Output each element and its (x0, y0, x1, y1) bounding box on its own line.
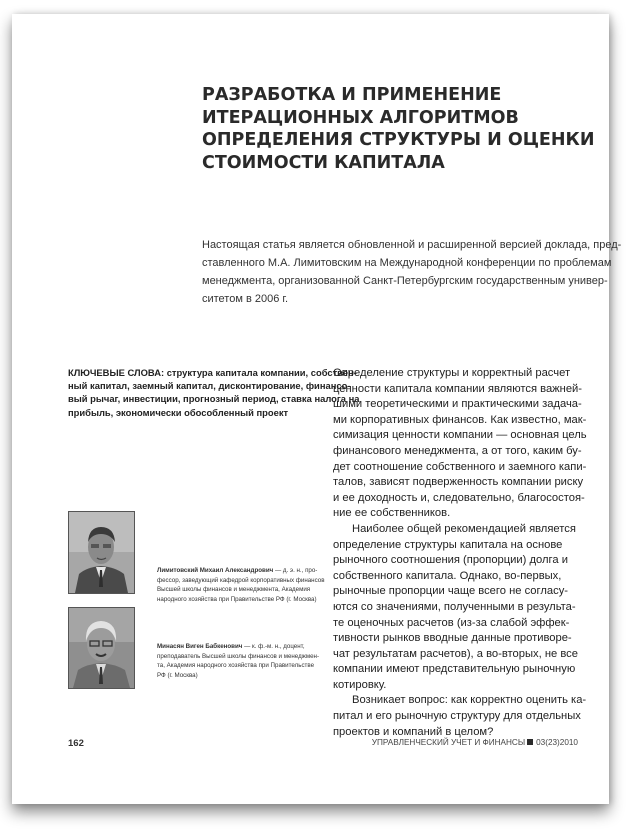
author-name: Минасян Виген Бабкенович (157, 643, 243, 650)
author-bio-line: РФ (г. Москва) (157, 671, 198, 679)
body-line: рыночного соотношения (пропорции) долга и (333, 554, 568, 567)
abstract-line: ставленного М.А. Лимитовским на Международной конференции по проблемам (202, 257, 612, 269)
body-line: определение структуры капитала на основе (333, 538, 563, 551)
author-bio (157, 642, 327, 680)
author-photo (68, 511, 135, 594)
author-bio-line: народного хозяйства при Правительстве РФ (г. Москва) (157, 595, 317, 603)
body-line: те оценочных расчетов (из-за слабой эффек- (333, 616, 570, 629)
abstract-line: Настоящая статья является обновленной и расширенной версией доклада, пред- (202, 239, 622, 251)
body-line: питал и его рыночную структуру для отдельных (333, 710, 581, 723)
body-line: ются со значениями, полученными в результа- (333, 600, 576, 613)
article-title (202, 84, 595, 174)
keywords-label: КЛЮЧЕВЫЕ СЛОВА: (68, 367, 165, 378)
journal-name: УПРАВЛЕНЧЕСКИЙ УЧЕТ И ФИНАНСЫ (371, 738, 526, 747)
keywords-block (68, 366, 360, 419)
body-line: Наиболее общей рекомендацией является (352, 522, 576, 535)
article-abstract (202, 236, 622, 308)
body-line: шими теоретическими и практическими задача- (333, 398, 582, 411)
running-footer (372, 738, 578, 747)
body-line: чат результатам расчетов), а во-вторых, не все (333, 647, 578, 660)
keywords-text: структура капитала компании, собствен- (166, 367, 357, 378)
author-bio-line (157, 642, 327, 652)
abstract-line: ситетом в 2006 г. (202, 293, 289, 305)
body-line: ние ее собственников. (333, 507, 451, 520)
keywords-line: вый рычаг, инвестиции, прогнозный период, ставка налога на (68, 393, 360, 405)
issue-number: 03(23)2010 (536, 738, 578, 747)
body-line: Определение структуры и корректный расчет (333, 367, 571, 379)
author-bio-text: — д. э. н., про- (274, 567, 318, 574)
title-line: СТОИМОСТИ КАПИТАЛА (202, 152, 445, 173)
body-line: Возникает вопрос: как корректно оценить ка- (352, 694, 587, 707)
article-body (333, 366, 591, 740)
author-photo-image (69, 512, 134, 593)
title-line: ИТЕРАЦИОННЫХ АЛГОРИТМОВ (202, 107, 519, 128)
author-bio-line: преподаватель Высшей школы финансов и менеджмен- (157, 652, 320, 660)
keywords-line (68, 366, 357, 379)
author-bio-line: Высшей школы финансов и менеджмента, Академия (157, 586, 311, 594)
page-number: 162 (68, 738, 84, 749)
author-bio-text: — к. ф.-м. н., доцент, (244, 643, 305, 650)
body-line: тивности рынков вводные данные противоре- (333, 632, 572, 645)
author-bio-line: фессор, заведующий кафедрой корпоративных финансов (157, 576, 325, 584)
author-name: Лимитовский Михаил Александрович (157, 567, 274, 574)
body-line: симизация ценности компании — основная цель (333, 429, 587, 442)
body-line: котировку. (333, 678, 387, 691)
body-line: талов, зависят подверженность компании риску (333, 476, 584, 489)
author-bio-line: та, Академия народного хозяйства при Правительстве (157, 662, 315, 670)
keywords-line: прибыль, экономически обособленный проект (68, 406, 289, 418)
body-line: рыночные пропорции чаще всего не согласу- (333, 585, 569, 598)
body-line: финансового менеджмента, а от того, каким бу- (333, 444, 582, 457)
keywords-line: ный капитал, заемный капитал, дисконтирование, финансо- (68, 380, 351, 392)
body-line: ми корпоративных финансов. Как известно, мак- (333, 413, 587, 426)
body-line: собственного капитала. Однако, во-первых, (333, 569, 562, 582)
author-bio-line (157, 566, 327, 576)
body-line: проектов и компаний в целом? (333, 725, 494, 738)
title-line: ОПРЕДЕЛЕНИЯ СТРУКТУРЫ И ОЦЕНКИ (202, 130, 595, 150)
title-line: РАЗРАБОТКА И ПРИМЕНЕНИЕ (202, 85, 502, 105)
square-bullet-icon (527, 739, 533, 745)
author-photo (68, 607, 135, 689)
body-line: ценности капитала компании являются важней- (333, 382, 583, 395)
author-photo-image (69, 608, 134, 688)
body-line: компании имеют представительную рыночную (333, 663, 576, 676)
body-line: и ее доходность и, следовательно, благосостоя- (333, 491, 585, 504)
abstract-line: менеджмента, организованной Санкт-Петербургским государственным универ- (202, 275, 608, 287)
author-bio (157, 566, 327, 604)
body-line: дет соотношение собственного и заемного капи- (333, 460, 587, 473)
